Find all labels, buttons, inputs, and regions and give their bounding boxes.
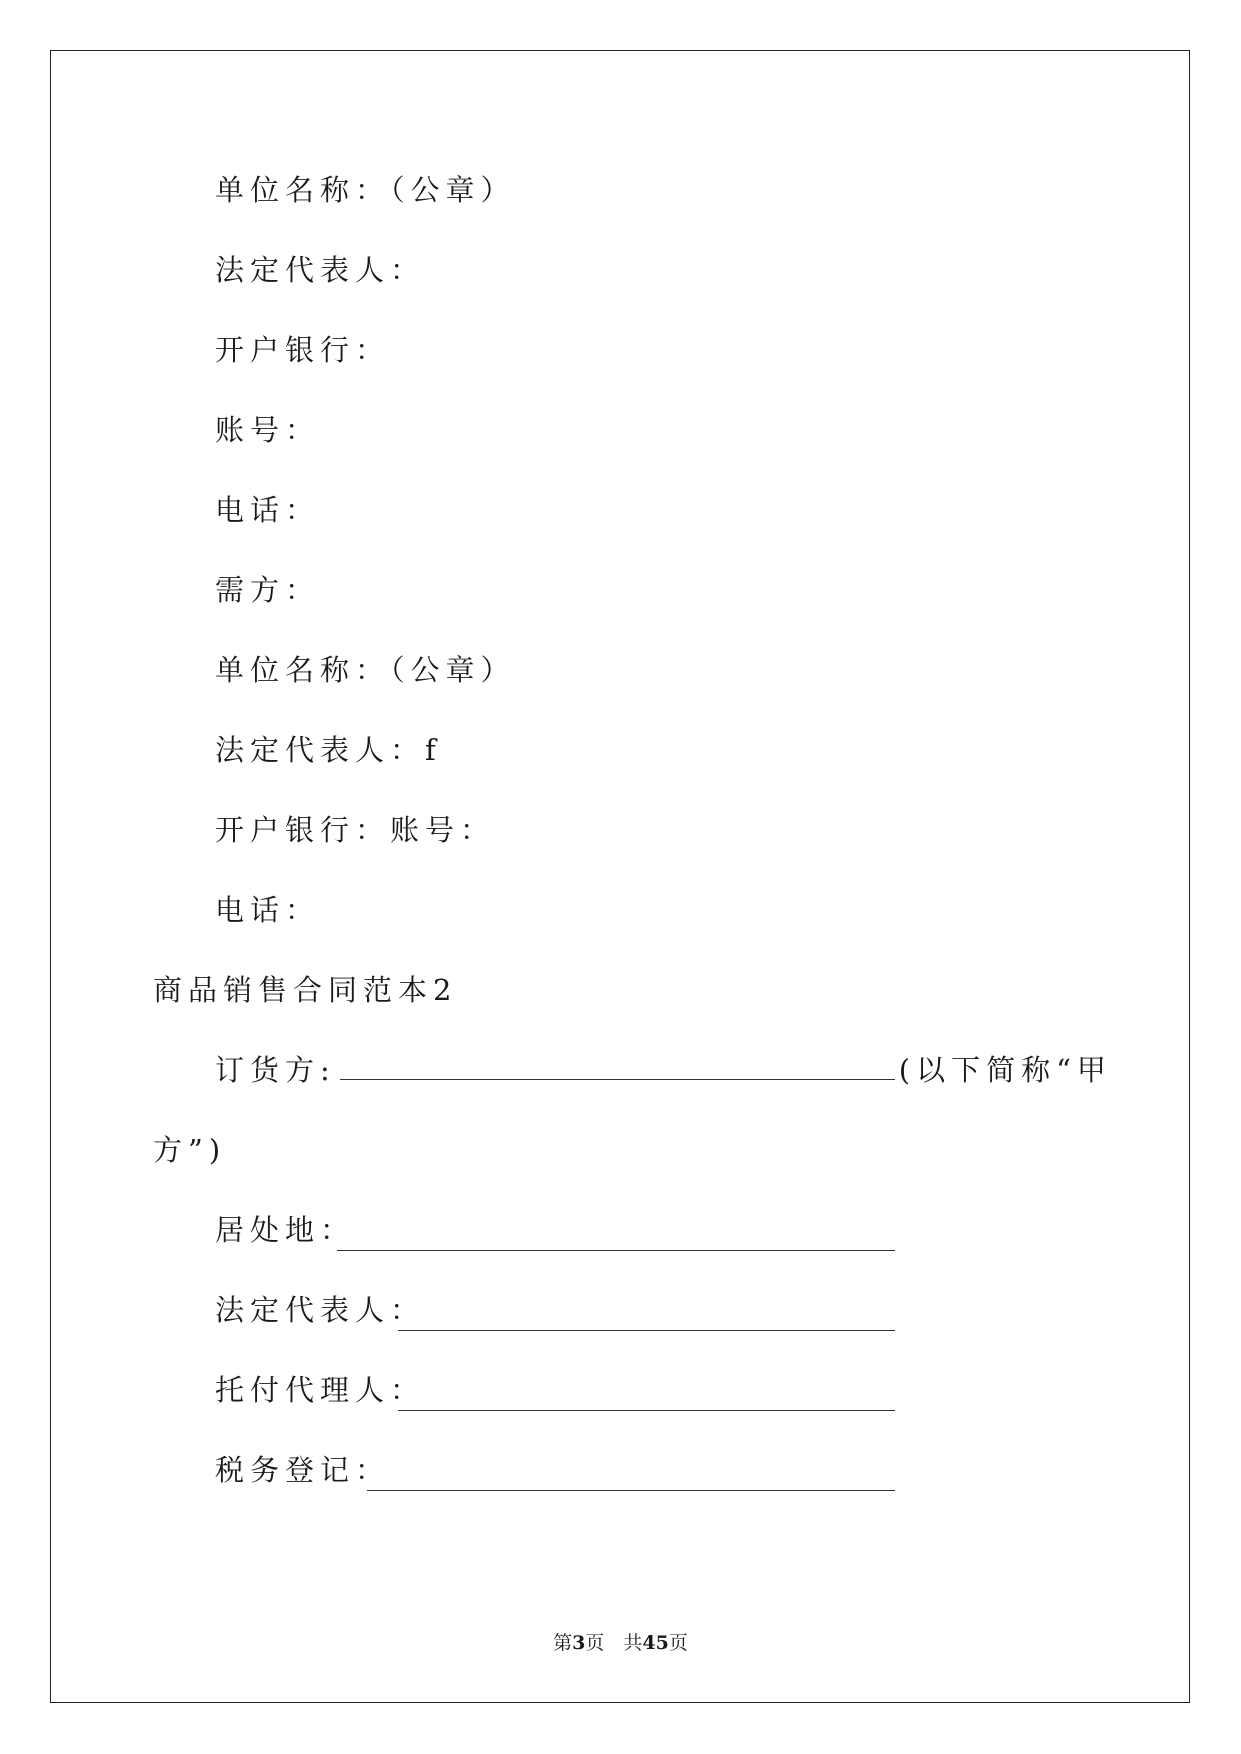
seller-phone: 电话： — [215, 493, 321, 527]
agent-label: 托付代理人： — [215, 1373, 426, 1407]
agent-blank — [398, 1410, 895, 1411]
seller-legal-rep: 法定代表人： — [215, 253, 426, 287]
buyer-legal-rep: 法定代表人：f — [215, 733, 442, 767]
buyer-bank-account: 开户银行：账号： — [215, 813, 496, 847]
legal-rep-blank — [398, 1330, 895, 1331]
address-label: 居处地： — [215, 1213, 356, 1247]
buyer-phone: 电话： — [215, 893, 321, 927]
seller-unit-name: 单位名称：（公章） — [215, 173, 516, 207]
tax-blank — [367, 1490, 895, 1491]
buyer-heading: 需方： — [215, 573, 321, 607]
page-footer — [0, 1628, 1241, 1655]
seller-bank: 开户银行： — [215, 333, 391, 367]
orderer-continuation: 方”) — [153, 1133, 227, 1167]
footer-prefix: 第 — [553, 1632, 573, 1654]
footer-mid: 页 共 — [585, 1632, 643, 1654]
legal-rep-label: 法定代表人： — [215, 1293, 426, 1327]
orderer-suffix: (以下简称“甲 — [898, 1053, 1112, 1087]
address-blank — [337, 1250, 895, 1251]
seller-account: 账号： — [215, 413, 321, 447]
buyer-unit-name: 单位名称：（公章） — [215, 653, 516, 687]
orderer-line — [215, 1050, 1112, 1090]
footer-suffix: 页 — [668, 1632, 688, 1654]
contract-title: 商品销售合同范本2 — [153, 973, 458, 1007]
footer-page-number: 3 — [572, 1632, 586, 1654]
tax-label: 税务登记： — [215, 1453, 391, 1487]
footer-total-pages: 45 — [642, 1632, 669, 1654]
orderer-label: 订货方: — [215, 1053, 336, 1087]
orderer-blank — [340, 1079, 895, 1080]
